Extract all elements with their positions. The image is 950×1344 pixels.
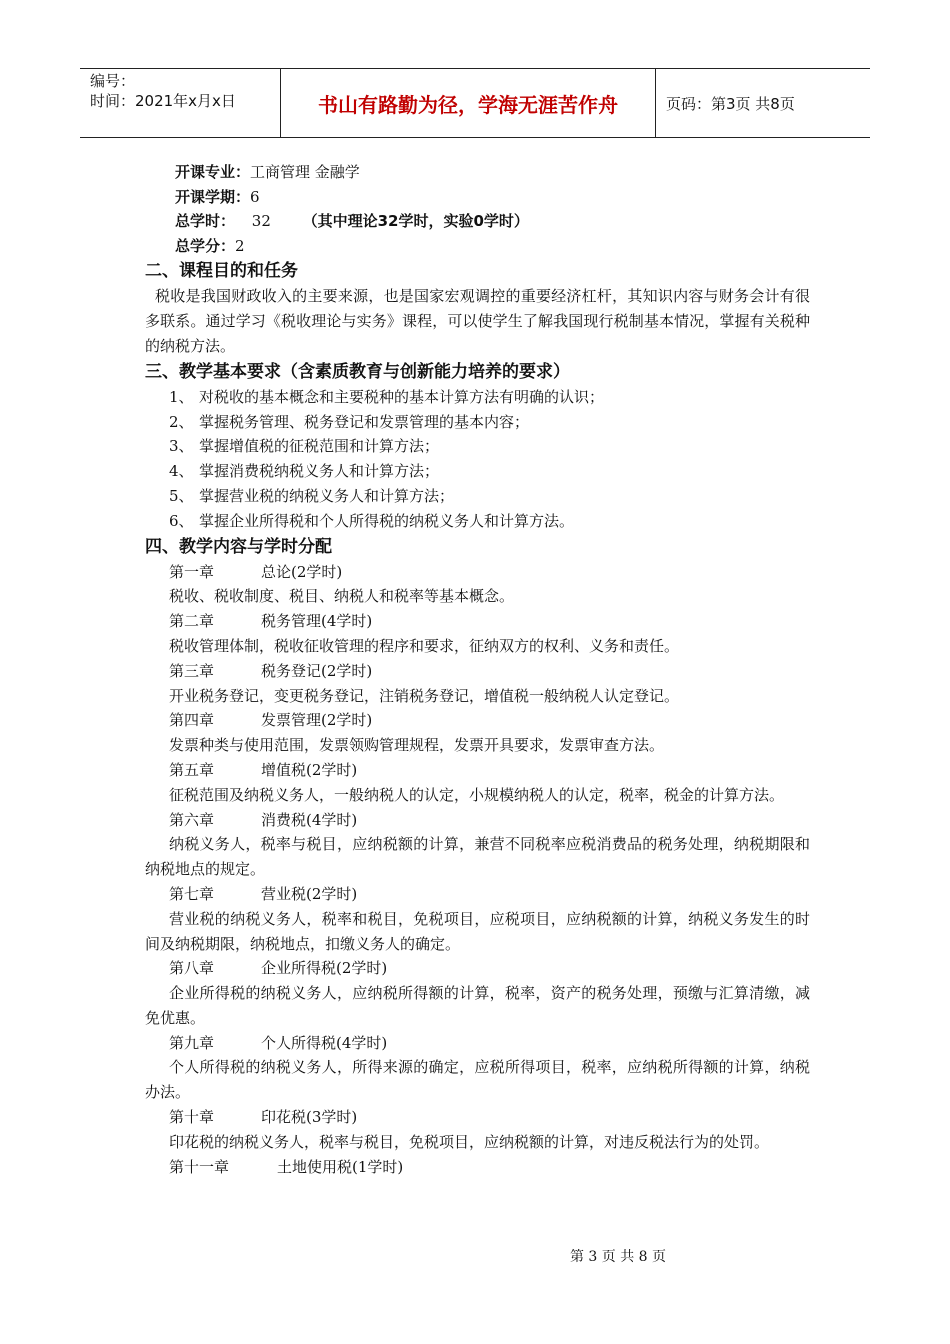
- term-line: [145, 185, 810, 210]
- document-body: [145, 160, 810, 1179]
- chapter-body: 个人所得税的纳税义务人，所得来源的确定，应税所得项目，税率，应纳税所得额的计算，纳税办法。: [145, 1058, 810, 1102]
- chapter-title: 个人所得税(4学时): [261, 1033, 388, 1052]
- major-label: 开课专业：: [175, 163, 251, 181]
- chapter-number: 第十一章: [169, 1157, 230, 1176]
- hours-note: （其中理论32学时，实验0学时）: [302, 212, 529, 231]
- chapter-number: 第六章: [169, 810, 215, 829]
- chapter-list: [145, 560, 810, 1180]
- item-number: 3、: [169, 437, 194, 456]
- term-label: 开课学期：: [175, 187, 251, 206]
- chapter-number: 第五章: [169, 760, 215, 779]
- chapter-body: 印花税的纳税义务人，税率与税目，免税项目，应纳税额的计算，对违反税法行为的处罚。: [169, 1132, 770, 1151]
- chapter-number: 第四章: [169, 711, 215, 730]
- item-text: 掌握增值税的征税范围和计算方法；: [199, 437, 440, 456]
- chapter-body: 开业税务登记，变更税务登记，注销税务登记，增值税一般纳税人认定登记。: [169, 686, 680, 705]
- chapter-body: 营业税的纳税义务人，税率和税目，免税项目，应税项目，应纳税额的计算，纳税义务发生的时间及纳税期限，纳税地点，扣缴义务人的确定。: [145, 909, 810, 953]
- chapter-heading: [145, 708, 810, 733]
- list-item: [145, 459, 810, 484]
- page-header: [80, 68, 870, 138]
- chapter-title: 印花税(3学时): [261, 1108, 358, 1127]
- header-info: [80, 69, 281, 137]
- number-label: 编号：: [90, 72, 136, 90]
- item-number: 2、: [169, 412, 194, 431]
- chapter-body: 征税范围及纳税义务人，一般纳税人的认定，小规模纳税人的认定，税率，税金的计算方法。: [169, 785, 785, 804]
- item-number: 5、: [169, 486, 194, 505]
- chapter-number: 第三章: [169, 661, 215, 680]
- chapter-title: 总论(2学时): [261, 562, 343, 581]
- item-text: 掌握营业税的纳税义务人和计算方法；: [199, 486, 455, 505]
- chapter-body: 纳税义务人，税率与税目，应纳税额的计算，兼营不同税率应税消费品的税务处理，纳税期限和纳税地点的规定。: [145, 835, 810, 879]
- major-value: 工商管理 金融学: [250, 163, 360, 181]
- hours-value: 32: [251, 212, 271, 231]
- page-footer: 第 3 页 共 8 页: [569, 1249, 667, 1265]
- list-item: [145, 410, 810, 435]
- time-label: 时间：2021年x月x日: [90, 92, 236, 110]
- chapter-body: 发票种类与使用范围，发票领购管理规程，发票开具要求，发票审查方法。: [169, 736, 665, 755]
- chapter-number: 第一章: [169, 562, 215, 581]
- hours-label: 总学时：: [175, 212, 236, 231]
- chapter-body: 税收、税收制度、税目、纳税人和税率等基本概念。: [169, 587, 515, 606]
- chapter-heading: [145, 659, 810, 684]
- chapter-title: 营业税(2学时): [261, 884, 358, 903]
- list-item: [145, 484, 810, 509]
- item-number: 1、: [169, 387, 194, 406]
- hours-line: [145, 209, 810, 234]
- chapter-title: 消费税(4学时): [261, 810, 358, 829]
- item-text: 掌握企业所得税和个人所得税的纳税义务人和计算方法。: [199, 511, 575, 530]
- credits-value: 2: [235, 236, 245, 255]
- chapter-heading: [145, 1105, 810, 1130]
- item-text: 掌握消费税纳税义务人和计算方法；: [199, 462, 440, 481]
- list-item: [145, 509, 810, 534]
- chapter-body: 企业所得税的纳税义务人，应纳税所得额的计算，税率，资产的税务处理，预缴与汇算清缴，减免优惠。: [145, 984, 810, 1027]
- chapter-heading: [145, 1031, 810, 1056]
- chapter-heading: [145, 882, 810, 907]
- item-number: 4、: [169, 462, 194, 481]
- credits-label: 总学分：: [175, 236, 236, 255]
- chapter-title: 税务管理(4学时): [261, 612, 373, 631]
- list-item: [145, 434, 810, 459]
- chapter-heading: [145, 609, 810, 634]
- chapter-heading: [145, 808, 810, 833]
- section-2-title: 二、课程目的和任务: [145, 261, 298, 282]
- chapter-heading: [145, 1155, 810, 1180]
- item-text: 掌握税务管理、税务登记和发票管理的基本内容；: [199, 412, 530, 431]
- chapter-heading: [145, 956, 810, 981]
- section-4-title: 四、教学内容与学时分配: [145, 536, 332, 557]
- header-motto: 书山有路勤为径，学海无涯苦作舟: [281, 69, 656, 137]
- chapter-title: 增值税(2学时): [261, 760, 358, 779]
- item-text: 对税收的基本概念和主要税种的基本计算方法有明确的认识；: [199, 387, 605, 406]
- term-value: 6: [250, 187, 260, 206]
- chapter-title: 税务登记(2学时): [261, 661, 373, 680]
- major-line: [145, 160, 810, 185]
- chapter-title: 发票管理(2学时): [261, 711, 373, 730]
- chapter-heading: [145, 560, 810, 585]
- chapter-number: 第八章: [169, 959, 215, 978]
- chapter-title: 企业所得税(2学时): [261, 959, 388, 978]
- chapter-heading: [145, 758, 810, 783]
- section-2-body: 税收是我国财政收入的主要来源，也是国家宏观调控的重要经济杠杆，其知识内容与财务会计有很多联系。通过学习《税收理论与实务》课程，可以使学生了解我国现行税制基本情况，掌握有关税种的纳税方法。: [145, 287, 810, 355]
- chapter-number: 第七章: [169, 884, 215, 903]
- header-page-label: 页码：第3页 共8页: [666, 94, 795, 113]
- chapter-number: 第九章: [169, 1033, 215, 1052]
- chapter-number: 第十章: [169, 1108, 215, 1127]
- credits-line: [145, 234, 810, 259]
- list-item: [145, 385, 810, 410]
- chapter-number: 第二章: [169, 612, 215, 631]
- requirements-list: [145, 385, 810, 534]
- chapter-body: 税收管理体制，税收征收管理的程序和要求，征纳双方的权利、义务和责任。: [169, 636, 680, 655]
- chapter-title: 土地使用税(1学时): [277, 1157, 404, 1176]
- item-number: 6、: [169, 511, 194, 530]
- section-3-title: 三、教学基本要求（含素质教育与创新能力培养的要求）: [145, 361, 570, 382]
